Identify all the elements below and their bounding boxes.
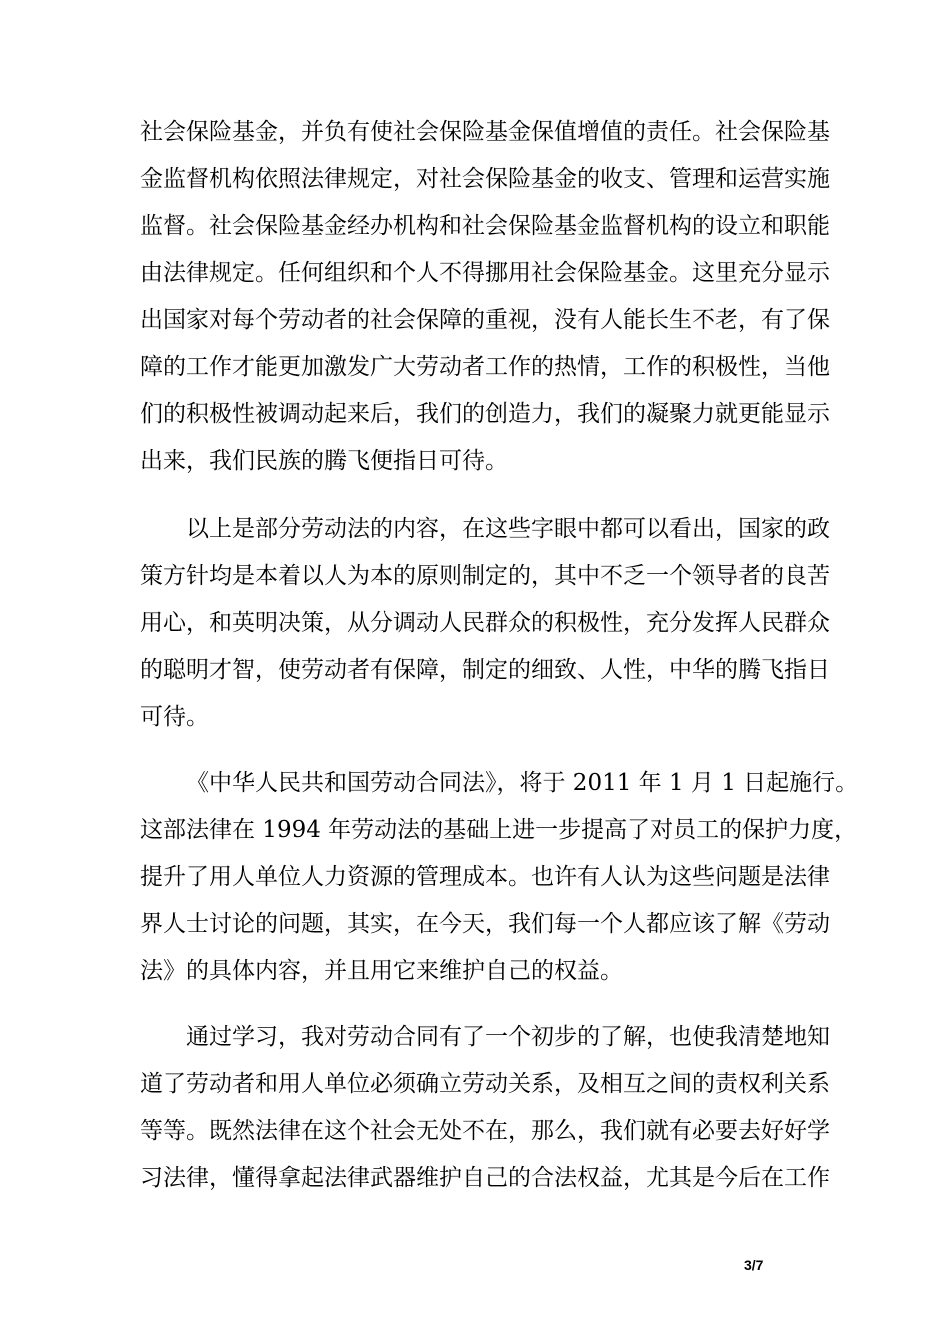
- paragraph-2-line-5: 可待。: [140, 704, 209, 730]
- paragraph-4-line-4: 习法律，懂得拿起法律武器维护自己的合法权益，尤其是今后在工作: [140, 1165, 830, 1191]
- paragraph-1-line-6: 障的工作才能更加激发广大劳动者工作的热情，工作的积极性，当他: [140, 354, 830, 380]
- paragraph-2-line-2: 策方针均是本着以人为本的原则制定的，其中不乏一个领导者的良苦: [140, 563, 830, 589]
- paragraph-4-line-3: 等等。既然法律在这个社会无处不在，那么，我们就有必要去好好学: [140, 1118, 830, 1144]
- paragraph-4-line-1: 通过学习，我对劳动合同有了一个初步的了解，也使我清楚地知: [186, 1024, 830, 1050]
- paragraph-3-line-2: 这部法律在 1994 年劳动法的基础上进一步提高了对员工的保护力度，: [140, 817, 858, 843]
- paragraph-3-line-5: 法》的具体内容，并且用它来维护自己的权益。: [140, 958, 623, 984]
- paragraph-1-line-7: 们的积极性被调动起来后，我们的创造力，我们的凝聚力就更能显示: [140, 401, 830, 427]
- paragraph-3-line-4: 界人士讨论的问题，其实，在今天，我们每一个人都应该了解《劳动: [140, 911, 830, 937]
- paragraph-1-line-4: 由法律规定。任何组织和个人不得挪用社会保险基金。这里充分显示: [140, 260, 830, 286]
- paragraph-2-line-4: 的聪明才智，使劳动者有保障，制定的细致、人性，中华的腾飞指日: [140, 657, 830, 683]
- paragraph-1-line-5: 出国家对每个劳动者的社会保障的重视，没有人能长生不老，有了保: [140, 307, 830, 333]
- paragraph-1-line-2: 金监督机构依照法律规定，对社会保险基金的收支、管理和运营实施: [140, 166, 830, 192]
- paragraph-2-line-3: 用心，和英明决策，从分调动人民群众的积极性，充分发挥人民群众: [140, 610, 830, 636]
- paragraph-2-line-1: 以上是部分劳动法的内容，在这些字眼中都可以看出，国家的政: [186, 516, 830, 542]
- paragraph-1-line-1: 社会保险基金，并负有使社会保险基金保值增值的责任。社会保险基: [140, 119, 830, 145]
- paragraph-4-line-2: 道了劳动者和用人单位必须确立劳动关系，及相互之间的责权利关系: [140, 1071, 830, 1097]
- page-number: 3/7: [744, 1257, 764, 1273]
- paragraph-1-line-3: 监督。社会保险基金经办机构和社会保险基金监督机构的设立和职能: [140, 213, 830, 239]
- paragraph-1-line-8: 出来，我们民族的腾飞便指日可待。: [140, 448, 508, 474]
- paragraph-3-line-3: 提升了用人单位人力资源的管理成本。也许有人认为这些问题是法律: [140, 864, 830, 890]
- paragraph-3-line-1: 《中华人民共和国劳动合同法》，将于 2011 年 1 月 1 日起施行。: [186, 770, 859, 796]
